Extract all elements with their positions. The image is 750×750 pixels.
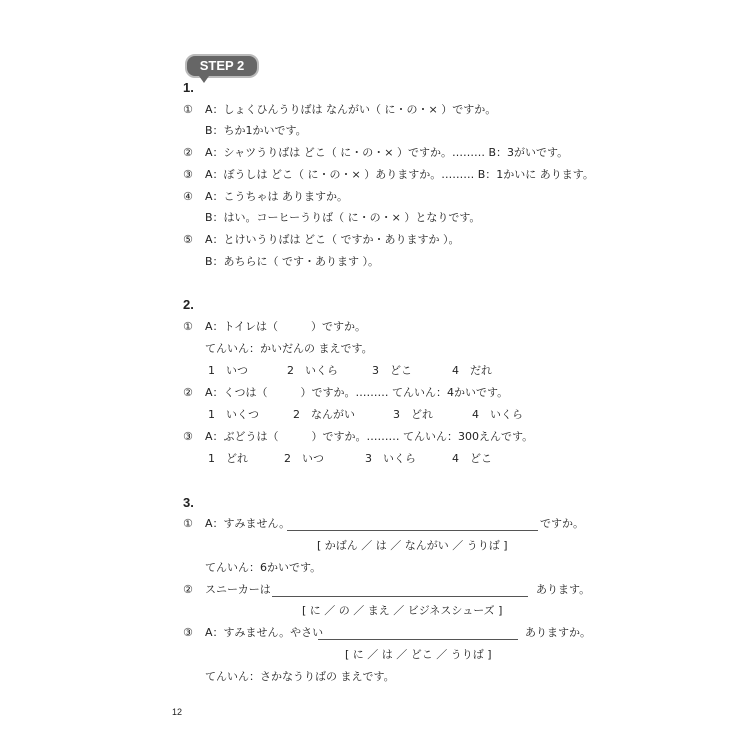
item-number: ③ (183, 430, 193, 443)
choice[interactable]: 2 いつ (284, 452, 324, 465)
exercise-line: B：はい。コーヒーうりば（ に・の・× ）となりです。 (205, 211, 481, 224)
question-suffix: ですか。 (540, 517, 584, 530)
section-1-title: 1. (183, 80, 194, 95)
exercise-line: A：シャツうりばは どこ（ に・の・× ）ですか。……… B：3がいです。 (205, 146, 569, 159)
item-number: ② (183, 386, 193, 399)
choice[interactable]: 2 いくら (287, 364, 338, 377)
question-text: A：くつは（ ）ですか。……… てんいん：4かいです。 (205, 386, 509, 399)
choice[interactable]: 1 どれ (208, 452, 248, 465)
choice[interactable]: 3 いくら (365, 452, 416, 465)
question-prefix: スニーカーは (205, 583, 271, 596)
choice[interactable]: 1 いつ (208, 364, 248, 377)
question-text: てんいん：かいだんの まえです。 (205, 342, 373, 355)
answer-blank[interactable] (318, 639, 518, 640)
exercise-line: B：ちか1かいです。 (205, 124, 307, 137)
exercise-line: B：あちらに（ です・あります ）。 (205, 255, 380, 268)
item-number: ③ (183, 168, 193, 181)
reply-text: てんいん：さかなうりばの まえです。 (205, 670, 395, 683)
exercise-line: A：とけいうりばは どこ（ ですか・ありますか ）。 (205, 233, 460, 246)
question-suffix: ありますか。 (525, 626, 591, 639)
item-number: ① (183, 517, 193, 530)
item-number: ① (183, 320, 193, 333)
question-text: A：トイレは（ ）ですか。 (205, 320, 366, 333)
question-prefix: A：すみません。 (205, 517, 291, 530)
exercise-line: A：しょくひんうりばは なんがい（ に・の・× ）ですか。 (205, 103, 497, 116)
item-number: ③ (183, 626, 193, 639)
item-number: ⑤ (183, 233, 193, 246)
step-badge: STEP 2 (185, 54, 259, 78)
choice[interactable]: 3 どこ (372, 364, 412, 377)
answer-blank[interactable] (287, 530, 538, 531)
choice[interactable]: 4 だれ (452, 364, 492, 377)
question-prefix: A：すみません。やさい (205, 626, 324, 639)
word-hint: [ かばん ／ は ／ なんがい ／ うりば ] (317, 539, 508, 552)
section-2-title: 2. (183, 297, 194, 312)
item-number: ① (183, 103, 193, 116)
answer-blank[interactable] (272, 596, 528, 597)
reply-text: てんいん：6かいです。 (205, 561, 322, 574)
section-3-title: 3. (183, 495, 194, 510)
item-number: ④ (183, 190, 193, 203)
choice[interactable]: 2 なんがい (293, 408, 355, 421)
item-number: ② (183, 583, 193, 596)
word-hint: [ に ／ の ／ まえ ／ ビジネスシューズ ] (302, 604, 503, 617)
item-number: ② (183, 146, 193, 159)
exercise-line: A：こうちゃは ありますか。 (205, 190, 349, 203)
word-hint: [ に ／ は ／ どこ ／ うりば ] (345, 648, 492, 661)
choice[interactable]: 4 どこ (452, 452, 492, 465)
question-text: A：ぶどうは（ ）ですか。……… てんいん：300えんです。 (205, 430, 534, 443)
choice[interactable]: 3 どれ (393, 408, 433, 421)
choice[interactable]: 1 いくつ (208, 408, 259, 421)
choice[interactable]: 4 いくら (472, 408, 523, 421)
exercise-line: A：ぼうしは どこ（ に・の・× ）ありますか。……… B：1かいに あります。 (205, 168, 594, 181)
page-number: 12 (172, 707, 183, 717)
question-suffix: あります。 (536, 583, 591, 596)
